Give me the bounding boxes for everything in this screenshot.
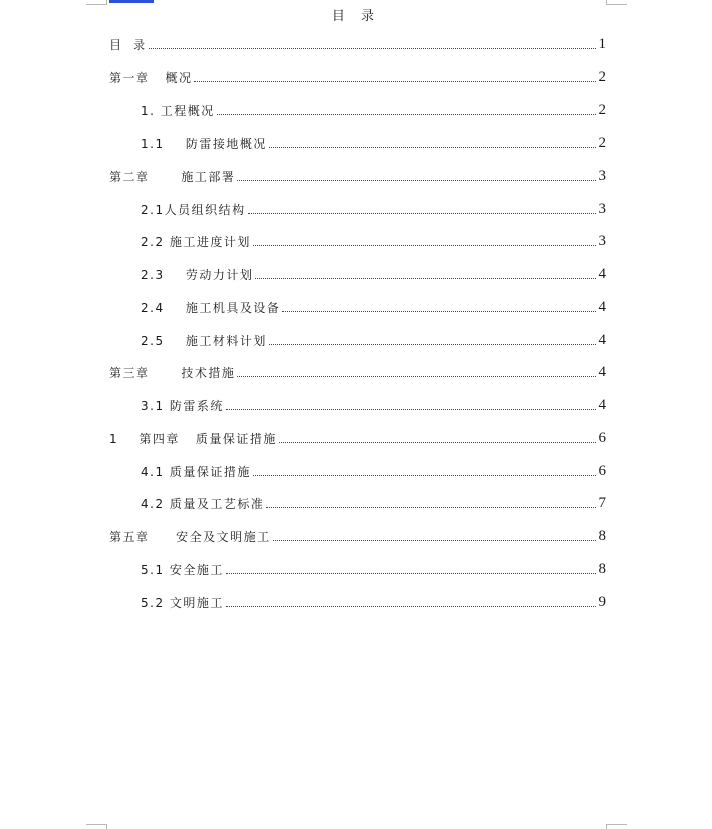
toc-entry-label: 4.2 质量及工艺标准: [141, 497, 265, 511]
toc-entry[interactable]: [141, 461, 606, 479]
toc-leader-dots: [149, 48, 596, 49]
toc-entry-label: 第一章 概况: [109, 71, 193, 85]
toc-entry-page: 4: [598, 332, 606, 348]
toc-entry-page: 3: [598, 201, 606, 217]
toc-entry[interactable]: [141, 330, 606, 348]
toc-leader-dots: [253, 475, 596, 476]
toc-entry[interactable]: [141, 231, 606, 249]
toc-entry-page: 4: [598, 266, 606, 282]
toc-entry-label: 2.4 施工机具及设备: [141, 301, 281, 315]
toc-entry-page: 6: [598, 430, 606, 446]
crop-mark-bottom-left: [86, 824, 107, 829]
toc-entry[interactable]: [141, 592, 606, 610]
toc-leader-dots: [279, 442, 596, 443]
toc-leader-dots: [273, 540, 596, 541]
toc-entry-page: 4: [598, 397, 606, 413]
toc-leader-dots: [248, 213, 596, 214]
toc-entry[interactable]: [141, 297, 606, 315]
toc-entry-page: 3: [598, 233, 606, 249]
toc-entry-page: 7: [598, 495, 606, 511]
toc-entry-label: 2.5 施工材料计划: [141, 334, 267, 348]
toc-entry-label: 1.1 防雷接地概况: [141, 137, 267, 151]
toc-entry-label: 第三章 技术措施: [109, 366, 236, 380]
toc-entry[interactable]: [141, 395, 606, 413]
toc-leader-dots: [226, 573, 596, 574]
toc-entry[interactable]: [141, 493, 606, 511]
toc-leader-dots: [217, 114, 596, 115]
toc-entry-label: 1. 工程概况: [141, 104, 215, 118]
toc-entry-page: 6: [598, 463, 606, 479]
toc-leader-dots: [255, 278, 596, 279]
toc-leader-dots: [194, 81, 596, 82]
selection-highlight: [109, 0, 154, 3]
toc-entry-page: 4: [598, 299, 606, 315]
toc-leader-dots: [269, 344, 596, 345]
toc-entry[interactable]: [141, 264, 606, 282]
toc-entry-label: 3.1 防雷系统: [141, 399, 224, 413]
toc-entry-label: 1 第四章 质量保证措施: [109, 432, 277, 446]
toc-leader-dots: [237, 180, 596, 181]
toc-entry-page: 8: [598, 561, 606, 577]
toc-entry-label: 5.2 文明施工: [141, 596, 224, 610]
toc-entry-page: 2: [598, 69, 606, 85]
toc-entry-label: 目 录: [109, 38, 147, 52]
toc-leader-dots: [269, 147, 596, 148]
toc-entry-label: 第二章 施工部署: [109, 170, 236, 184]
toc-entry-page: 9: [598, 594, 606, 610]
toc-leader-dots: [253, 245, 596, 246]
toc-entry[interactable]: [109, 34, 606, 52]
toc-entry-page: 1: [598, 36, 606, 52]
toc-entry[interactable]: [109, 428, 606, 446]
crop-mark-bottom-right: [606, 824, 627, 829]
toc-leader-dots: [282, 311, 596, 312]
toc-entry-label: 4.1 质量保证措施: [141, 465, 251, 479]
toc-entry-page: 4: [598, 364, 606, 380]
toc-entry[interactable]: [109, 526, 606, 544]
toc-entry[interactable]: [141, 199, 606, 217]
toc-entry-label: 2.1人员组织结构: [141, 203, 246, 217]
toc-entry-page: 2: [598, 135, 606, 151]
toc-leader-dots: [226, 606, 596, 607]
toc-entry-label: 2.3 劳动力计划: [141, 268, 254, 282]
toc-leader-dots: [237, 376, 596, 377]
toc-entry-label: 2.2 施工进度计划: [141, 235, 251, 249]
toc-entry-label: 5.1 安全施工: [141, 563, 224, 577]
toc-entry-page: 3: [598, 168, 606, 184]
toc-leader-dots: [266, 507, 596, 508]
toc-entry[interactable]: [141, 100, 606, 118]
toc-title: 目 录: [331, 9, 381, 24]
toc-entry[interactable]: [109, 67, 606, 85]
toc-entry-page: 8: [598, 528, 606, 544]
toc-entry[interactable]: [109, 362, 606, 380]
toc-entry-label: 第五章 安全及文明施工: [109, 530, 271, 544]
toc-leader-dots: [226, 409, 596, 410]
toc-entry[interactable]: [141, 559, 606, 577]
toc-entry-page: 2: [598, 102, 606, 118]
toc-entry[interactable]: [141, 133, 606, 151]
toc-entry[interactable]: [109, 166, 606, 184]
